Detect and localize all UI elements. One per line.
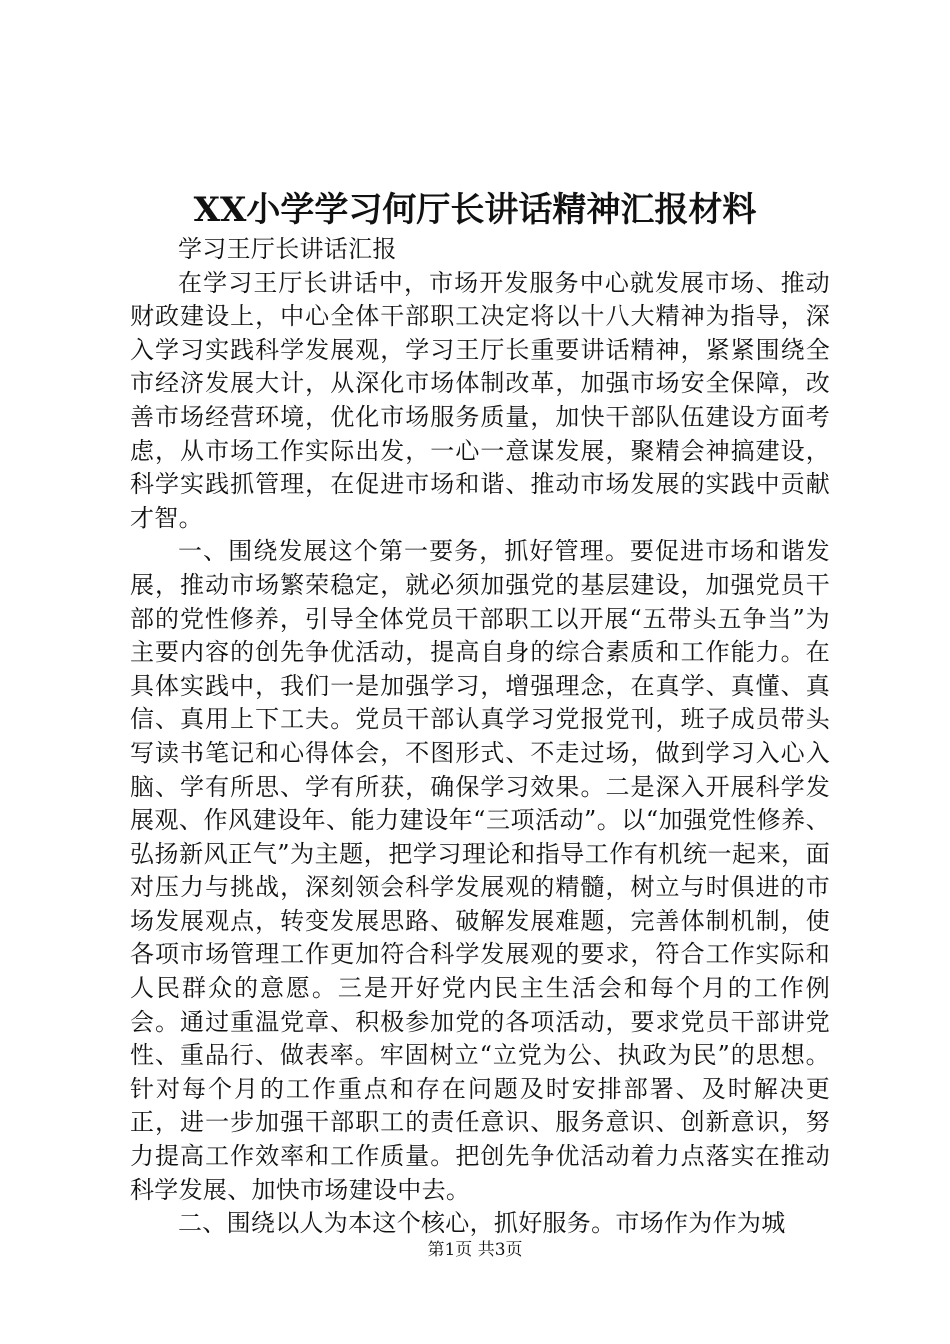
page-footer: 第1页 共3页 bbox=[427, 1240, 523, 1260]
paragraph-intro: 在学习王厅长讲话中，市场开发服务中心就发展市场、推动财政建设上，中心全体干部职工决定将以十八大精神为指导，深入学习实践科学发展观，学习王厅长重要讲话精神，紧紧围绕全市经济发展大计，从深化市场体制改革，加强市场安全保障，改善市场经营环境，优化市场服务质量，加快干部队伍建设方面考虑，从市场工作实际出发，一心一意谋发展，聚精会神搞建设，科学实践抓管理，在促进市场和谐、推动市场发展的实践中贡献才智。 bbox=[130, 268, 830, 532]
paragraph-subtitle: 学习王厅长讲话汇报 bbox=[178, 235, 397, 263]
paragraph-section-two: 二、围绕以人为本这个核心，抓好服务。市场作为作为城 bbox=[178, 1209, 786, 1238]
document-title: XX小学学习何厅长讲话精神汇报材料 bbox=[193, 190, 757, 230]
document-body bbox=[130, 233, 830, 1241]
paragraph-section-one: 一、围绕发展这个第一要务，抓好管理。要促进市场和谐发展，推动市场繁荣稳定，就必须加强党的基层建设，加强党员干部的党性修养，引导全体党员干部职工以开展“五带头五争当”为主要内容的创先争优活动，提高自身的综合素质和工作能力。在具体实践中，我们一是加强学习，增强理念，在真学、真懂、真信、真用上下工夫。党员干部认真学习党报党刊，班子成员带头写读书笔记和心得体会，不图形式、不走过场，做到学习入心入脑、学有所思、学有所获，确保学习效果。二是深入开展科学发展观、作风建设年、能力建设年“三项活动”。以“加强党性修养、弘扬新风正气”为主题，把学习理论和指导工作有机统一起来，面对压力与挑战，深刻领会科学发展观的精髓，树立与时俱进的市场发展观点，转变发展思路、破解发展难题，完善体制机制，使各项市场管理工作更加符合科学发展观的要求，符合工作实际和人民群众的意愿。三是开好党内民主生活会和每个月的工作例会。通过重温党章、积极参加党的各项活动，要求党员干部讲党性、重品行、做表率。牢固树立“立党为公、执政为民”的思想。针对每个月的工作重点和存在问题及时安排部署、及时解决更正，进一步加强干部职工的责任意识、服务意识、创新意识，努力提高工作效率和工作质量。把创先争优活动着力点落实在推动科学发展、加快市场建设中去。 bbox=[130, 537, 830, 1204]
